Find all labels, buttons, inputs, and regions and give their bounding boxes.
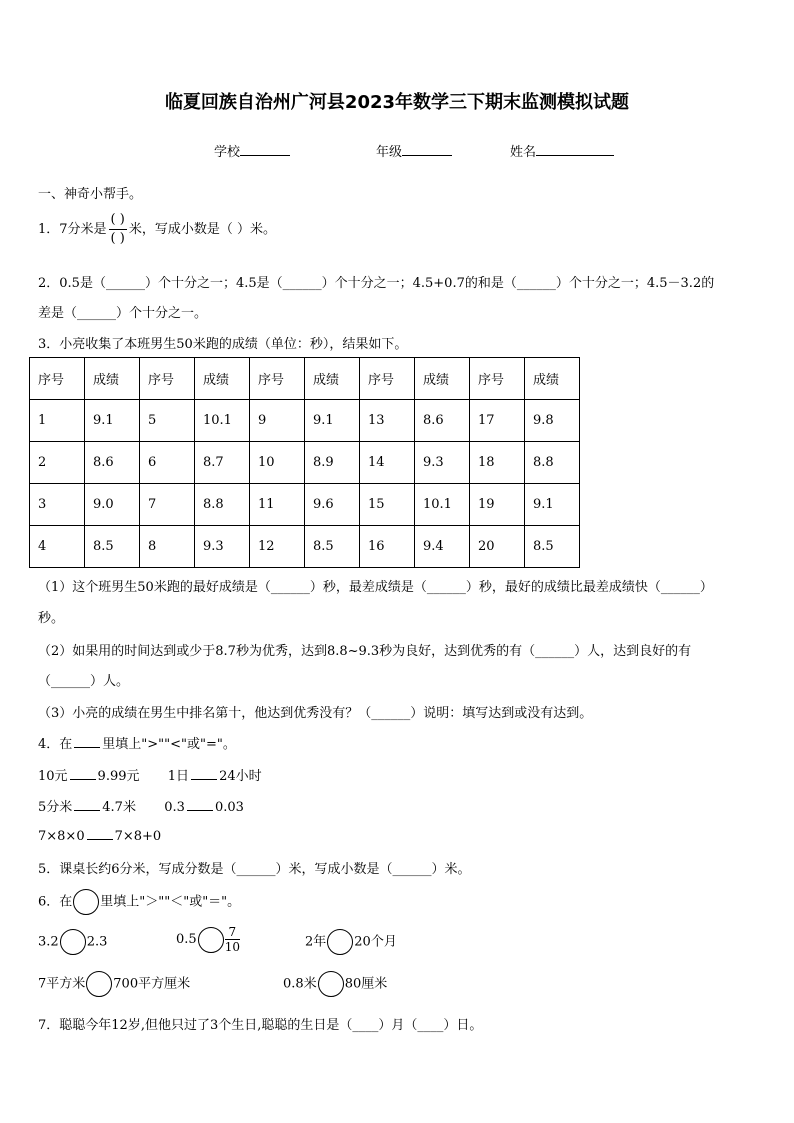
fraction: $\frac{7}{10}$ — [224, 925, 240, 954]
question-4-row-1: 10元 9.99元 1日 24小时 — [38, 769, 262, 784]
table-cell: 16 — [360, 526, 415, 568]
page-title: 临夏回族自治州广河县2023年数学三下期末监测模拟试题 — [164, 92, 630, 113]
grade-label: 年级 — [376, 145, 403, 160]
question-6-intro: 6．在 里填上"＞""＜"或"＝"。 — [38, 889, 240, 915]
question-6-row-1-c: 2年 20个月 — [305, 929, 397, 955]
compare-blank[interactable] — [87, 827, 113, 840]
table-header-cell: 成绩 — [195, 358, 250, 400]
question-3-sub-2-line-1: （2）如果用的时间达到或少于8.7秒为优秀，达到8.8~9.3秒为良好，达到优秀的有（______）人，达到良好的有 — [38, 644, 692, 659]
circle-example — [73, 889, 99, 915]
blank-example — [74, 735, 100, 748]
table-header-cell: 成绩 — [415, 358, 470, 400]
section-heading: 一、神奇小帮手。 — [38, 187, 143, 202]
question-3-sub-3: （3）小亮的成绩在男生中排名第十，他达到优秀没有？（______）说明：填写达到或没有达到。 — [38, 706, 593, 721]
compare-blank[interactable] — [70, 767, 96, 780]
compare-circle[interactable] — [60, 929, 86, 955]
grade-blank[interactable] — [402, 142, 452, 156]
question-4-row-2: 5分米 4.7米 0.3 0.03 — [38, 800, 244, 815]
grade-field[interactable] — [376, 141, 452, 160]
school-label: 学校 — [214, 145, 241, 160]
table-cell: 1 — [30, 400, 85, 442]
table-header-cell: 序号 — [30, 358, 85, 400]
table-cell: 9.1 — [85, 400, 140, 442]
question-3-intro: 3．小亮收集了本班男生50米跑的成绩（单位：秒），结果如下。 — [38, 337, 408, 352]
question-1: 1．7分米是 $\frac{( )}{( )}$ 米，写成小数是（ ）米。 — [38, 212, 276, 246]
table-cell: 19 — [470, 484, 525, 526]
table-cell: 8.8 — [195, 484, 250, 526]
table-cell: 8.6 — [415, 400, 470, 442]
compare-blank[interactable] — [191, 767, 217, 780]
table-cell: 14 — [360, 442, 415, 484]
question-6-row-1: 3.2 2.3 — [38, 929, 107, 955]
table-header-cell: 成绩 — [305, 358, 360, 400]
table-cell: 9 — [250, 400, 305, 442]
table-header-cell: 成绩 — [525, 358, 580, 400]
table-cell: 15 — [360, 484, 415, 526]
table-cell: 9.8 — [525, 400, 580, 442]
table-cell: 12 — [250, 526, 305, 568]
table-cell: 11 — [250, 484, 305, 526]
name-field[interactable] — [510, 141, 614, 160]
table-cell: 13 — [360, 400, 415, 442]
table-cell: 8.5 — [85, 526, 140, 568]
compare-blank[interactable] — [187, 798, 213, 811]
name-label: 姓名 — [510, 145, 537, 160]
table-row — [30, 400, 580, 442]
table-header-cell: 成绩 — [85, 358, 140, 400]
question-4-row-3: 7×8×0 7×8+0 — [38, 829, 162, 844]
table-cell: 9.1 — [305, 400, 360, 442]
table-header-cell: 序号 — [250, 358, 305, 400]
table-cell: 10.1 — [195, 400, 250, 442]
table-cell: 9.1 — [525, 484, 580, 526]
table-cell: 8.5 — [305, 526, 360, 568]
table-cell: 9.0 — [85, 484, 140, 526]
question-2-line-2: 差是（______）个十分之一。 — [38, 306, 208, 321]
table-cell: 10 — [250, 442, 305, 484]
question-6-row-2: 7平方米 700平方厘米 — [38, 971, 190, 997]
scores-table — [29, 357, 580, 568]
school-blank[interactable] — [240, 142, 290, 156]
table-row — [30, 442, 580, 484]
table-cell: 9.3 — [415, 442, 470, 484]
table-header-cell: 序号 — [470, 358, 525, 400]
fraction-blank[interactable]: $\frac{( )}{( )}$ — [110, 212, 125, 246]
table-cell: 8 — [140, 526, 195, 568]
compare-blank[interactable] — [74, 798, 100, 811]
table-cell: 6 — [140, 442, 195, 484]
table-cell: 17 — [470, 400, 525, 442]
table-cell: 10.1 — [415, 484, 470, 526]
table-cell: 8.5 — [525, 526, 580, 568]
question-2-line-1: 2．0.5是（______）个十分之一；4.5是（______）个十分之一；4.5+0.7的和是（______）个十分之一；4.5－3.2的 — [38, 276, 715, 291]
table-cell: 8.7 — [195, 442, 250, 484]
table-cell: 9.4 — [415, 526, 470, 568]
question-6-row-1-b: 0.5 $\frac{7}{10}$ — [176, 925, 240, 954]
table-header-row — [30, 358, 580, 400]
question-7: 7．聪聪今年12岁,但他只过了3个生日,聪聪的生日是（____）月（____）日。 — [38, 1018, 483, 1033]
table-cell: 8.9 — [305, 442, 360, 484]
compare-circle[interactable] — [86, 971, 112, 997]
table-cell: 20 — [470, 526, 525, 568]
table-cell: 8.6 — [85, 442, 140, 484]
compare-circle[interactable] — [198, 927, 224, 953]
table-cell: 9.6 — [305, 484, 360, 526]
question-6-row-2-b: 0.8米 80厘米 — [283, 971, 387, 997]
table-row — [30, 484, 580, 526]
table-cell: 18 — [470, 442, 525, 484]
table-header-cell: 序号 — [140, 358, 195, 400]
table-cell: 3 — [30, 484, 85, 526]
question-3-sub-1-line-1: （1）这个班男生50米跑的最好成绩是（______）秒，最差成绩是（______）秒，最好的成绩比最差成绩快（______） — [38, 580, 713, 595]
table-row — [30, 526, 580, 568]
compare-circle[interactable] — [327, 929, 353, 955]
question-4-intro: 4．在 里填上">""<"或"="。 — [38, 737, 236, 752]
table-cell: 9.3 — [195, 526, 250, 568]
table-header-cell: 序号 — [360, 358, 415, 400]
table-cell: 7 — [140, 484, 195, 526]
question-3-sub-2-line-2: （______）人。 — [38, 674, 130, 689]
table-cell: 2 — [30, 442, 85, 484]
question-3-sub-1-line-2: 秒。 — [38, 611, 65, 626]
table-cell: 8.8 — [525, 442, 580, 484]
school-field[interactable] — [214, 141, 290, 160]
compare-circle[interactable] — [318, 971, 344, 997]
question-5: 5．课桌长约6分米，写成分数是（______）米，写成小数是（______）米。 — [38, 862, 471, 877]
table-cell: 5 — [140, 400, 195, 442]
table-cell: 4 — [30, 526, 85, 568]
name-blank[interactable] — [536, 142, 614, 156]
